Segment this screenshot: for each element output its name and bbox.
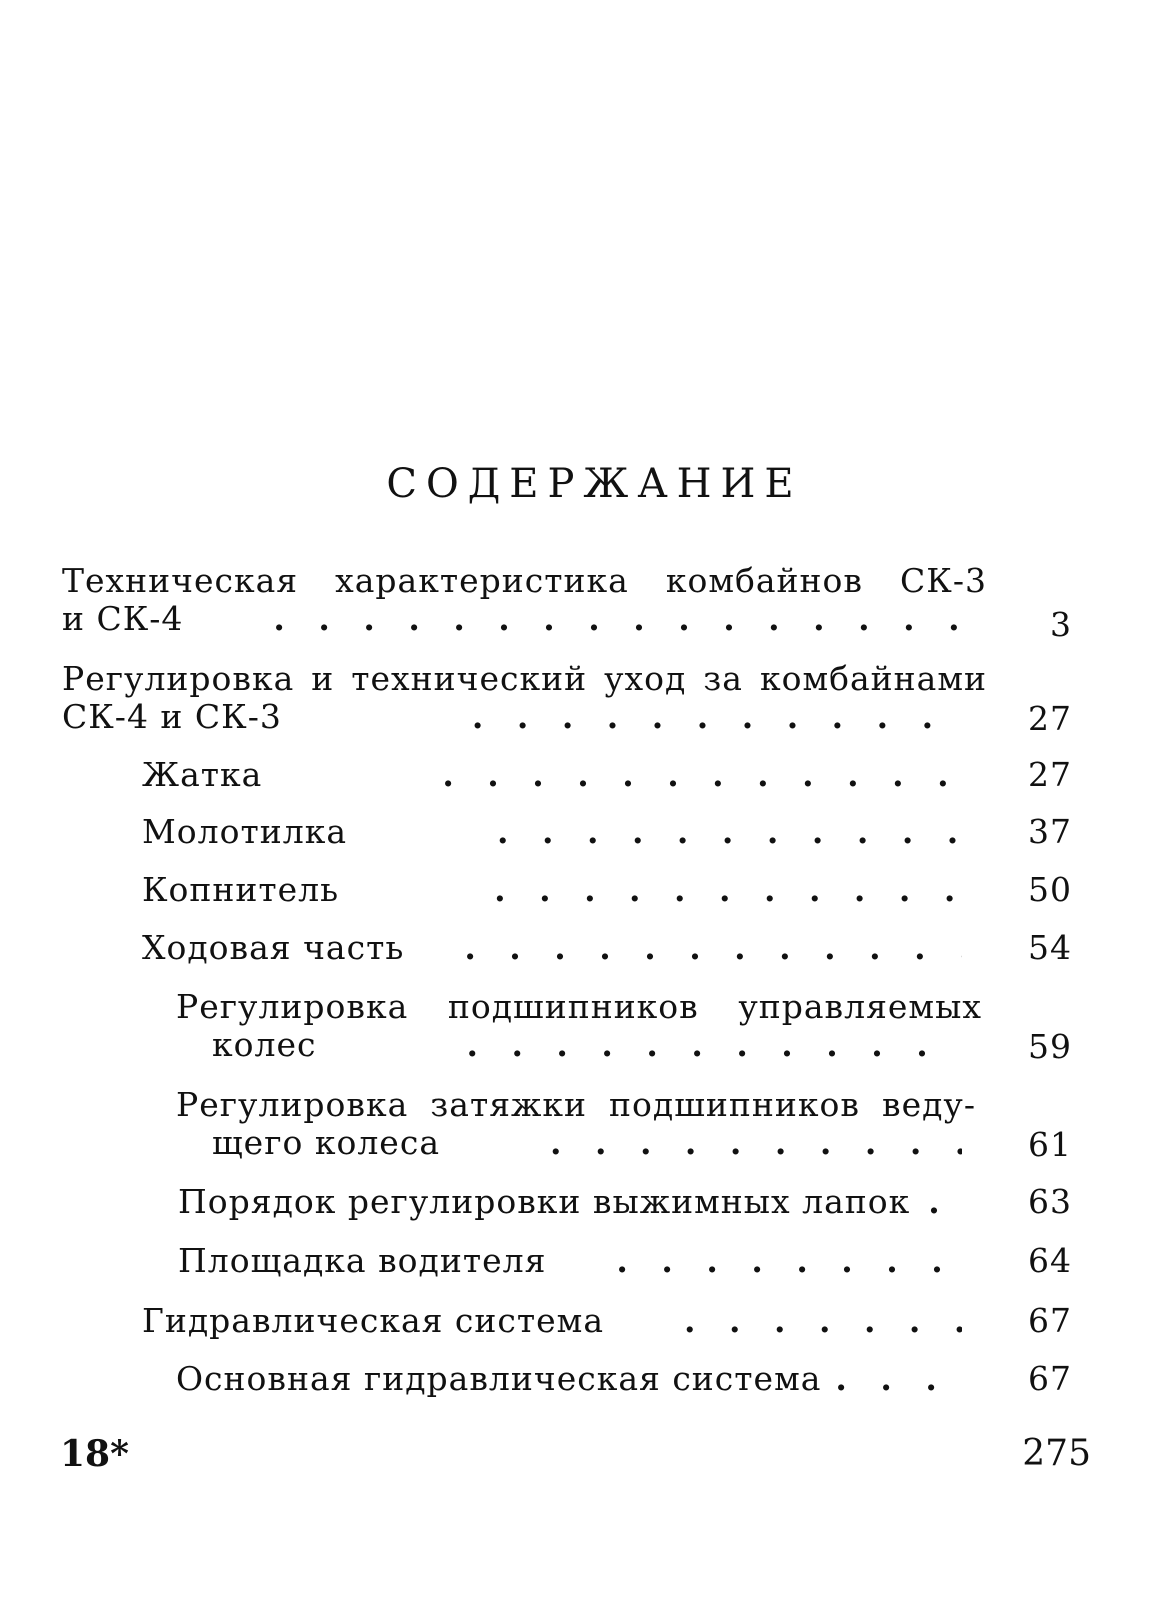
toc-entry [142,813,1072,851]
toc-entry-text-part: комбайнов [665,561,863,600]
dot-leader [616,1242,962,1280]
toc-entry-line: Основная гидравлическая система [176,1359,822,1398]
toc-entry [176,1086,1072,1162]
toc-page-number: 67 [1028,1359,1072,1398]
page-number: 275 [1022,1433,1091,1474]
toc-entry-text-part: Регулировка [62,659,295,698]
toc-entry-line: Гидравлическая система [142,1301,605,1340]
toc-page-number: 50 [1028,870,1072,909]
toc-entry-text-part: и [311,659,335,698]
signature-mark: 18* [60,1433,129,1475]
toc-entry-text-part: уход [604,659,687,698]
dot-leader [928,1183,962,1221]
dot-leader [466,1026,962,1064]
toc-entry-line: Копнитель [142,870,340,909]
toc-entry-text-part: СК-3 [900,561,987,600]
toc-entry-line [62,562,987,600]
dot-leader [464,929,962,967]
toc-entry-line: Площадка водителя [178,1241,547,1280]
dot-leader [497,813,962,851]
toc-entry-line: Ходовая часть [142,928,405,967]
toc-entry [62,660,1072,736]
toc-entry [176,988,1072,1064]
toc-page-number: 59 [1028,1027,1072,1066]
toc-entry [178,1183,1072,1221]
toc-entry [62,561,1072,644]
toc-entry-text-part: Регулировка [176,1085,409,1124]
dot-leader [442,756,962,794]
toc-page-number: 67 [1028,1301,1072,1340]
toc-entry [142,871,1072,909]
toc-entry-line: колес [212,1025,317,1064]
toc-entry-line: СК-4 и СК-3 [62,697,282,736]
dot-leader [835,1360,962,1398]
toc-page-number: 3 [1050,605,1072,644]
toc-page-number: 61 [1028,1125,1072,1164]
dot-leader [550,1124,962,1162]
toc-entry [142,756,1072,794]
toc-entry-text-part: характеристика [335,561,629,600]
toc-entry-line: и СК-4 [62,599,184,638]
dot-leader [472,698,962,736]
toc-entry [142,1302,1072,1340]
toc-entry-line [176,988,982,1026]
toc-entry [142,929,1072,967]
toc-entry-text-part: Регулировка [176,987,409,1026]
toc-entry-text-part: управляемых [738,987,982,1026]
dot-leader [273,600,962,638]
toc-entry-text-part: Техническая [62,561,299,600]
toc-page-number: 37 [1028,812,1072,851]
toc-entry-text-part: веду- [881,1085,976,1124]
toc-entry-text-part: подшипников [609,1085,860,1124]
dot-leader [684,1302,962,1340]
toc-entry-line: щего колеса [212,1123,440,1162]
toc-entry [178,1242,1072,1280]
toc-entry-text-part: комбайнами [759,659,987,698]
page-title: СОДЕРЖАНИЕ [386,461,803,507]
toc-page-number: 64 [1028,1241,1072,1280]
toc-entry-text-part: затяжки [430,1085,588,1124]
toc-entry-line [176,1086,976,1124]
toc-entry-line: Порядок регулировки выжимных лапок [178,1182,911,1221]
toc-entry [176,1360,1072,1398]
toc-page-number: 27 [1028,699,1072,738]
toc-entry-line: Молотилка [142,812,348,851]
toc-entry-text-part: технический [351,659,588,698]
toc-page-number: 27 [1028,755,1072,794]
toc-entry-line: Жатка [142,755,263,794]
toc-entry-text-part: за [703,659,743,698]
toc-entry-line [62,660,987,698]
dot-leader [494,871,962,909]
toc-page-number: 54 [1028,928,1072,967]
toc-page-number: 63 [1028,1182,1072,1221]
toc-entry-text-part: подшипников [447,987,699,1026]
